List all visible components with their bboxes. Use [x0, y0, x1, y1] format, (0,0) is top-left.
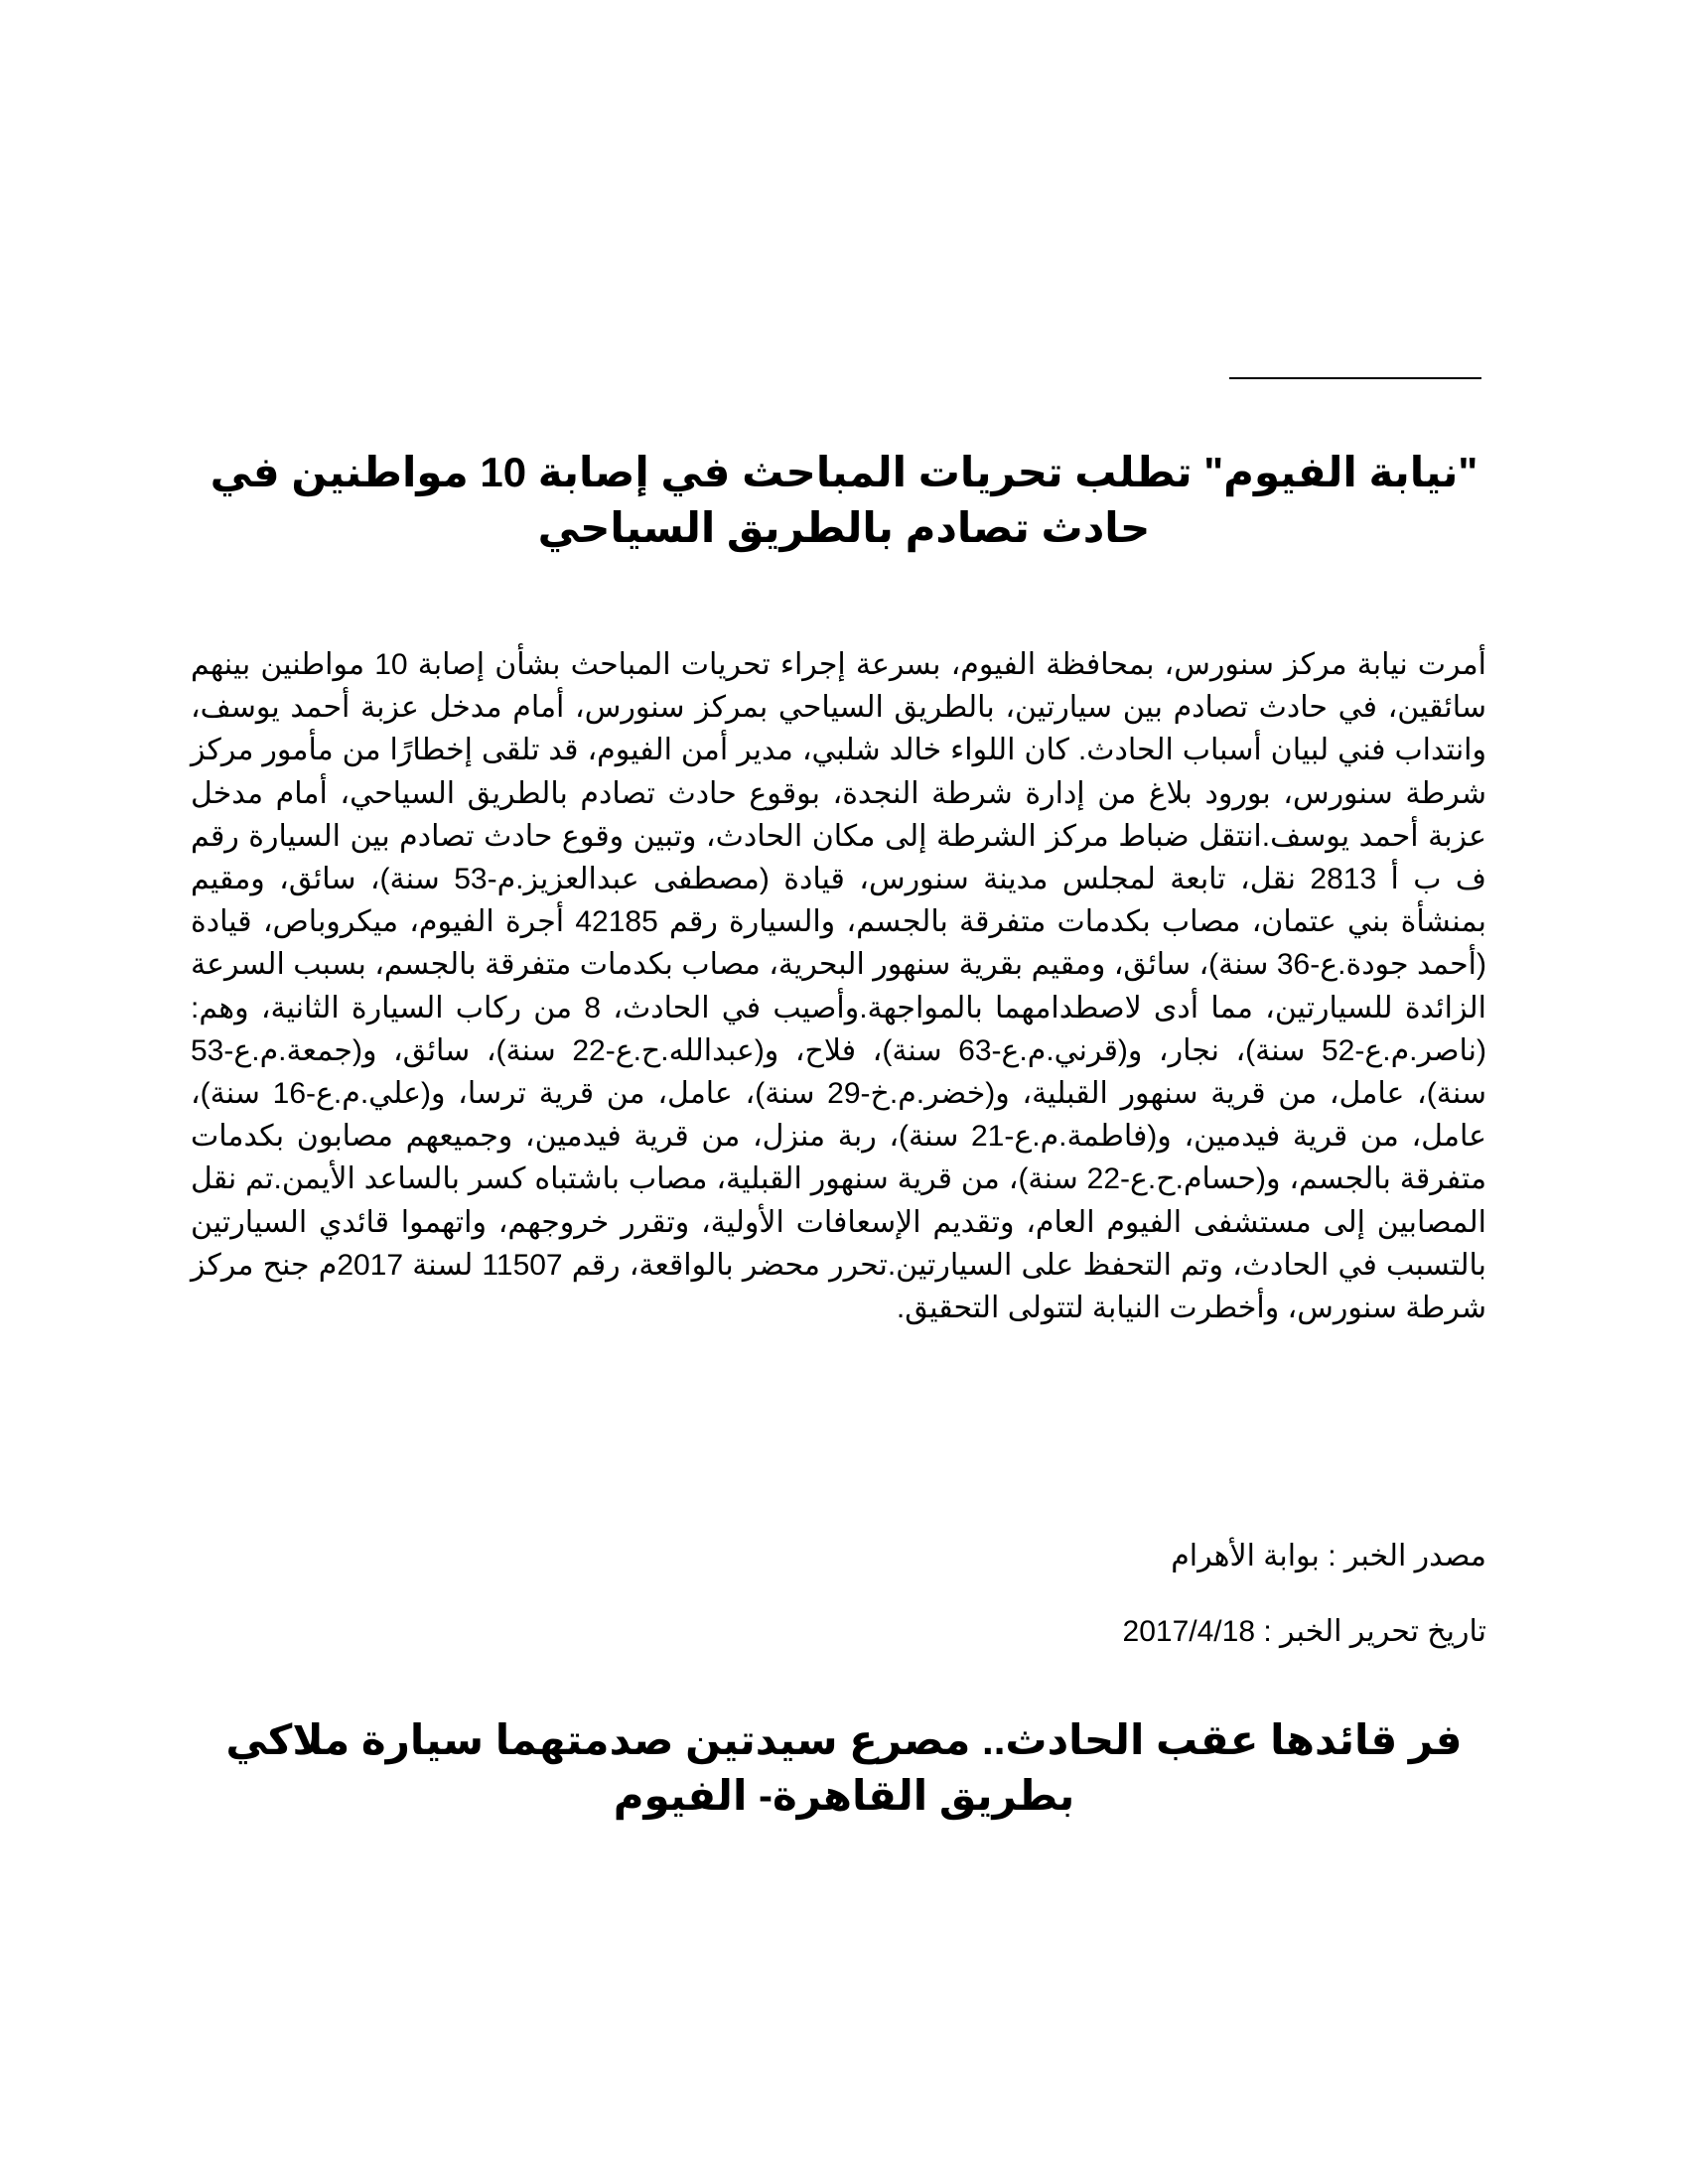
article-body: أمرت نيابة مركز سنورس، بمحافظة الفيوم، بسرعة إجراء تحريات المباحث بشأن إصابة 10 مواطنين بينهم سائقين، في حادث تصادم بين سيارتين، بالطريق السياحي بمركز سنورس، أمام مدخل عزبة أحمد يوسف، وانتداب فني لبيان أسباب الحادث. كان اللواء خالد شلبي، مدير أمن الفيوم، قد تلقى إخطارًا من مأمور مركز شرطة سنورس، بورود بلاغ من إدارة شرطة النجدة، بوقوع حادث تصادم بالطريق السياحي، أمام مدخل عزبة أحمد يوسف.انتقل ضباط مركز الشرطة إلى مكان الحادث، وتبين وقوع حادث تصادم بين السيارة رقم ف ب أ 2813 نقل، تابعة لمجلس مدينة سنورس، قيادة (مصطفى عبدالعزيز.م-53 سنة)، سائق، ومقيم بمنشأة بني عتمان، مصاب بكدمات متفرقة بالجسم، والسيارة رقم 42185 أجرة الفيوم، ميكروباص، قيادة (أحمد جودة.ع-36 سنة)، سائق، ومقيم بقرية سنهور البحرية، مصاب بكدمات متفرقة بالجسم، بسبب السرعة الزائدة للسيارتين، مما أدى لاصطدامهما بالمواجهة.وأصيب في الحادث، 8 من ركاب السيارة الثانية، وهم: (ناصر.م.ع-52 سنة)، نجار، و(قرني.م.ع-63 سنة)، فلاح، و(عبدالله.ح.ع-22 سنة)، سائق، و(جمعة.م.ع-53 سنة)، عامل، من قرية سنهور القبلية، و(خضر.م.خ-29 سنة)، عامل، من قرية ترسا، و(علي.م.ع-16 سنة)، عامل، من قرية فيدمين، و(فاطمة.م.ع-21 سنة)، ربة منزل، من قرية فيدمين، وجميعهم مصابون بكدمات متفرقة بالجسم، و(حسام.ح.ع-22 سنة)، من قرية سنهور القبلية، مصاب باشتباه كسر بالساعد الأيمن.تم نقل المصابين إلى مستشفى الفيوم العام، وتقديم الإسعافات الأولية، وتقرر خروجهم، واتهموا قائدي السيارتين بالتسبب في الحادث، وتم التحفظ على السيارتين.تحرر محضر بالواقعة، رقم 11507 لسنة 2017م جنح مركز شرطة سنورس، وأخطرت النيابة لتتولى التحقيق. — [191, 648, 1487, 1325]
news-source: مصدر الخبر : بوابة الأهرام — [1171, 1540, 1486, 1572]
edit-date: تاريخ تحرير الخبر : 2017/4/18 — [1122, 1615, 1486, 1648]
article-headline: "نيابة الفيوم" تطلب تحريات المباحث في إصابة 10 مواطنين في حادث تصادم بالطريق السياحي — [210, 449, 1478, 551]
separator-rule — [1229, 377, 1481, 379]
next-article-headline: فر قائدها عقب الحادث.. مصرع سيدتين صدمتهما سيارة ملاكي بطريق القاهرة- الفيوم — [225, 1716, 1463, 1819]
